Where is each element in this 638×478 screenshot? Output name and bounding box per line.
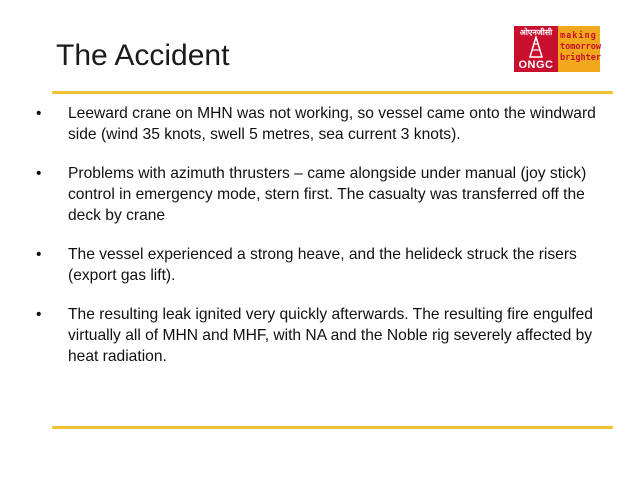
- bullet-text: The vessel experienced a strong heave, and the helideck struck the risers (export gas lift).: [68, 246, 577, 284]
- bullet-list: [36, 103, 616, 367]
- list-item: [36, 163, 616, 226]
- bullet-text: The resulting leak ignited very quickly afterwards. The resulting fire engulfed virtually all of MHN and MHF, with NA and the Noble rig severely affected by heat radiation.: [68, 306, 593, 365]
- bottom-divider: [52, 426, 613, 429]
- slide-title: The Accident: [56, 39, 230, 72]
- bullet-marker: •: [36, 306, 42, 323]
- logo-hindi-text: ओएनजीसी: [519, 28, 553, 37]
- oil-rig-icon: [526, 36, 546, 58]
- logo-tagline-line: tomorrow: [560, 42, 601, 52]
- logo-brand: ONGC: [518, 59, 554, 71]
- bullet-marker: •: [36, 105, 42, 122]
- list-item: [36, 304, 616, 367]
- logo-tagline-line: brighter: [560, 53, 601, 63]
- list-item: [36, 103, 616, 145]
- top-divider: [52, 91, 613, 94]
- ongc-logo: [514, 26, 600, 72]
- bullet-marker: •: [36, 165, 42, 182]
- bullet-marker: •: [36, 246, 42, 263]
- logo-tagline-line: making: [560, 31, 597, 41]
- list-item: [36, 244, 616, 286]
- bullet-text: Problems with azimuth thrusters – came alongside under manual (joy stick) control in emergency mode, stern first. The casualty was transferred off the deck by crane: [68, 165, 587, 224]
- bullet-text: Leeward crane on MHN was not working, so vessel came onto the windward side (wind 35 knots, swell 5 metres, sea current 3 knots).: [68, 105, 596, 143]
